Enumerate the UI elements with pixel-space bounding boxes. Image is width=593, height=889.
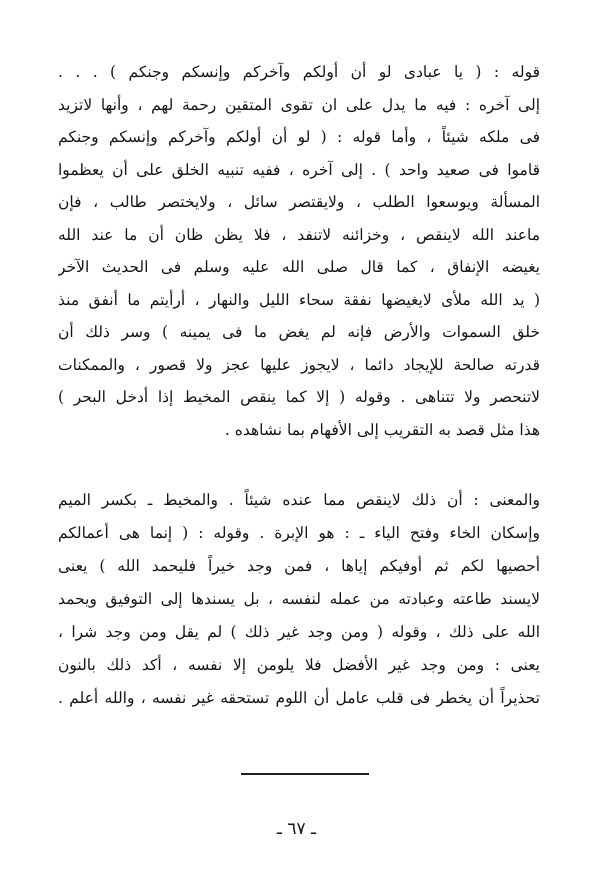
paragraph-1 [58, 56, 540, 446]
text-line: وإسكان الخاء وفتح الياء ـ : هو الإبرة . وقوله : ( إنما هى أعمالكم [58, 524, 540, 542]
text-line: خلق السموات والأرض فإنه لم يغض ما فى يمينه ) وسر ذلك أن [58, 323, 540, 341]
text-line: المسألة ويوسعوا الطلب ، ولايقتصر سائل ، ولايختصر طالب ، فإن [58, 193, 540, 211]
footer-divider [241, 773, 369, 775]
text-line: تحذيراً أن يخطر فى قلب عامل أن اللوم تستحقه غير نفسه ، والله أعلم . [58, 689, 540, 707]
text-line: لايسند طاعته وعبادته من عمله لنفسه ، بل يسندها إلى التوفيق ويحمد [58, 590, 540, 608]
text-line: ماعند الله لاينقص ، وخزائنه لاتنفد ، فلا يظن ظان أن ما عند الله [58, 225, 540, 244]
text-line: يعنى : ومن وجد غير الأفضل فلا يلومن إلا نفسه ، أكد ذلك بالنون [58, 656, 540, 674]
paragraph-2 [58, 484, 540, 715]
text-line: الله على ذلك ، وقوله ( ومن وجد غير ذلك ) لم يقل ومن وجد شرا ، [58, 623, 540, 641]
text-line: هذا مثل قصد به التقريب إلى الأفهام بما نشاهده . [224, 420, 540, 439]
text-line: يغيضه الإنفاق ، كما قال صلى الله عليه وسلم فى الحديث الآخر [58, 258, 540, 276]
text-line: قدرته صالحة للإيجاد دائما ، لايجوز عليها عجز ولا قصور ، والممكنات [58, 355, 540, 374]
page-number: ـ ٦٧ ـ [276, 819, 317, 839]
text-line: فى ملكه شيئاً ، وأما قوله : ( لو أن أولكم وآخركم وإنسكم وجنكم [58, 128, 540, 146]
text-line: أحصيها لكم ثم أوفيكم إياها ، فمن وجد خيراً فليحمد الله ) يعنى [58, 557, 540, 575]
text-line: لاتنحصر ولا تتناهى . وقوله ( إلا كما ينقص المخيط إذا أدخل البحر ) [58, 388, 540, 406]
text-line: إلى آخره : فيه ما يدل على ان تقوى المتقين رحمة لهم ، وأنها لاتزيد [58, 95, 540, 114]
text-line: قاموا فى صعيد واحد ) . إلى آخره ، ففيه تنبيه الخلق على أن يعظموا [58, 160, 540, 179]
text-line: والمعنى : أن ذلك لاينقص مما عنده شيئاً . والمخيط ـ بكسر الميم [58, 491, 540, 509]
text-line: ( يد الله ملأى لايغيضها نفقة سحاء الليل والنهار ، أرأيتم ما أنفق منذ [58, 290, 540, 309]
text-line: قوله : ( يا عبادى لو أن أولكم وآخركم وإنسكم وجنكم ) . . . [58, 63, 540, 81]
